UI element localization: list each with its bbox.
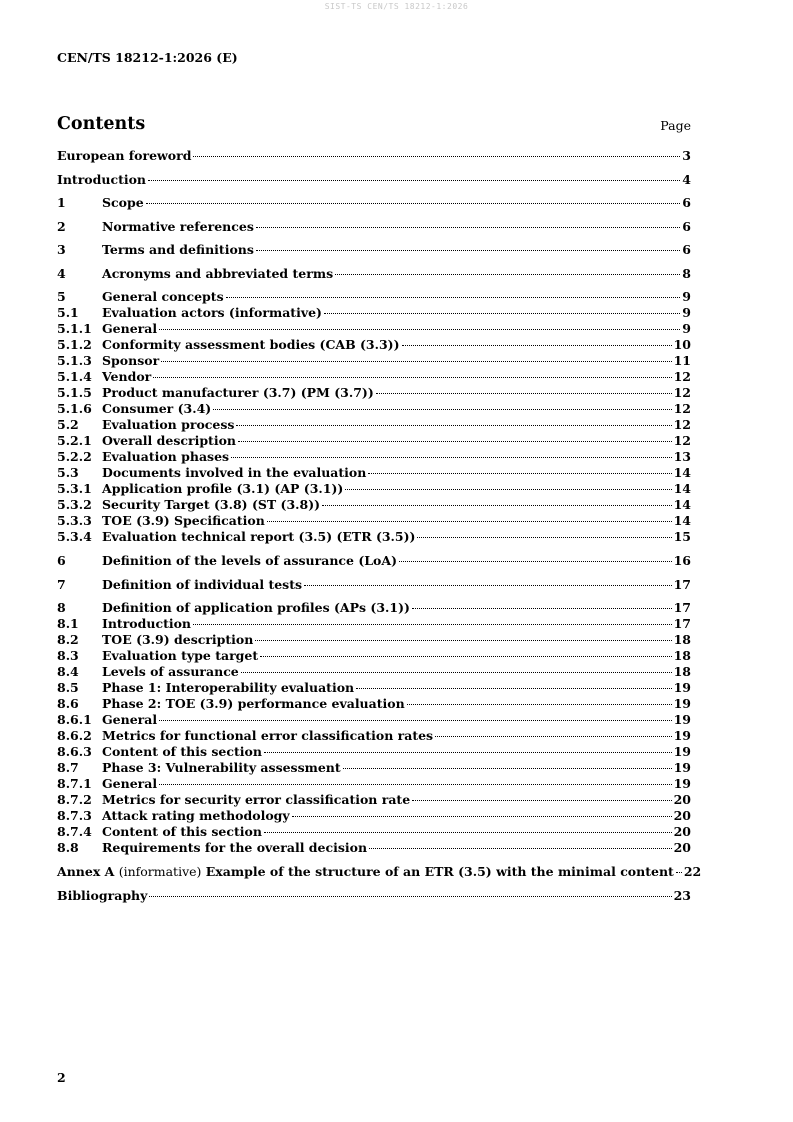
toc-entry[interactable] [57, 401, 691, 417]
toc-entry-title: European foreword [57, 148, 192, 163]
toc-entry-title: Vendor [102, 369, 152, 384]
toc-entry-page: 23 [673, 888, 691, 903]
toc-entry[interactable] [57, 219, 691, 235]
toc-dot-leader [407, 704, 672, 705]
toc-entry-page: 19 [673, 776, 691, 791]
toc-entry-page: 14 [673, 513, 691, 528]
toc-dot-leader [193, 156, 680, 157]
toc-entry-number: 5.1.1 [57, 321, 92, 336]
toc-entry-page: 14 [673, 465, 691, 480]
toc-entry[interactable] [57, 385, 691, 401]
toc-entry[interactable] [57, 760, 691, 776]
toc-entry-title: Product manufacturer (3.7) (PM (3.7)) [102, 385, 374, 400]
toc-entry-number: 8.8 [57, 840, 79, 855]
page-column-label: Page [660, 118, 691, 133]
toc-entry-number: 5.2 [57, 417, 79, 432]
toc-entry-title: Scope [102, 195, 144, 210]
document-identifier: CEN/TS 18212-1:2026 (E) [57, 50, 238, 65]
toc-entry-number: 5.3.1 [57, 481, 92, 496]
toc-entry[interactable] [57, 289, 691, 305]
toc-entry[interactable] [57, 553, 691, 569]
toc-entry[interactable] [57, 529, 691, 545]
toc-entry-page: 12 [673, 401, 691, 416]
toc-dot-leader [153, 377, 671, 378]
watermark: SIST-TS CEN/TS 18212-1:2026 [324, 2, 469, 11]
toc-entry-title: Introduction [57, 172, 147, 187]
toc-dot-leader [402, 345, 672, 346]
toc-entry[interactable] [57, 616, 691, 632]
toc-entry[interactable] [57, 664, 691, 680]
toc-entry-title: Acronyms and abbreviated terms [102, 266, 334, 281]
toc-entry-page: 20 [673, 840, 691, 855]
toc-entry-title: Documents involved in the evaluation [102, 465, 367, 480]
toc-entry-title: Normative references [102, 219, 254, 234]
toc-entry-title: Security Target (3.8) (ST (3.8)) [102, 497, 321, 512]
toc-dot-leader [146, 203, 681, 204]
toc-entry-number: 8.6.2 [57, 728, 92, 743]
toc-entry-page: 12 [673, 385, 691, 400]
toc-entry-number: 3 [57, 242, 66, 257]
toc-entry-title: Content of this section [102, 824, 262, 839]
toc-entry-number: 5.1.3 [57, 353, 92, 368]
toc-entry-page: 18 [673, 648, 691, 663]
toc-entry-page: 20 [673, 824, 691, 839]
toc-dot-leader [264, 832, 672, 833]
toc-entry[interactable] [57, 744, 691, 760]
toc-entry-page: 18 [673, 664, 691, 679]
toc-entry-title: Application profile (3.1) (AP (3.1)) [102, 481, 344, 496]
toc-entry-page: 16 [673, 553, 691, 568]
toc-entry-page: 17 [673, 600, 691, 615]
toc-entry-number: 8.2 [57, 632, 79, 647]
toc-entry-number: 8.6 [57, 696, 79, 711]
toc-entry-title: TOE (3.9) description [102, 632, 254, 647]
toc-entry-page: 12 [673, 369, 691, 384]
toc-entry[interactable] [57, 728, 691, 744]
toc-dot-leader [256, 250, 680, 251]
toc-entry-page: 19 [673, 680, 691, 695]
toc-entry-title: General [102, 712, 158, 727]
toc-dot-leader [241, 672, 672, 673]
toc-entry-number: 8.3 [57, 648, 79, 663]
toc-entry-number: 8.6.1 [57, 712, 92, 727]
toc-entry[interactable] [57, 680, 691, 696]
toc-entry-page: 14 [673, 497, 691, 512]
toc-entry[interactable] [57, 712, 691, 728]
toc-entry-number: 2 [57, 219, 66, 234]
toc-entry-page: 18 [673, 632, 691, 647]
toc-entry[interactable] [57, 465, 691, 481]
toc-entry[interactable] [57, 792, 691, 808]
toc-entry-page: 9 [682, 321, 691, 336]
toc-entry-page: 20 [673, 808, 691, 823]
toc-dot-leader [322, 505, 672, 506]
toc-entry[interactable] [57, 305, 691, 321]
toc-dot-leader [376, 393, 672, 394]
toc-entry-page: 12 [673, 417, 691, 432]
toc-entry-title: Phase 3: Vulnerability assessment [102, 760, 341, 775]
toc-dot-leader [324, 313, 680, 314]
toc-entry-number: 8 [57, 600, 66, 615]
toc-dot-leader [231, 457, 672, 458]
toc-entry[interactable] [57, 353, 691, 369]
toc-entry-annex-a[interactable] [57, 864, 702, 880]
toc-entry-title: Metrics for security error classification rate [102, 792, 411, 807]
toc-entry-title: Introduction [102, 616, 192, 631]
toc-entry-page: 6 [682, 242, 691, 257]
toc-entry-page: 22 [683, 864, 702, 879]
toc-entry-page: 4 [682, 172, 691, 187]
toc-entry[interactable] [57, 632, 691, 648]
toc-entry-number: 6 [57, 553, 66, 568]
toc-entry[interactable] [57, 840, 691, 856]
toc-entry-page: 17 [673, 577, 691, 592]
toc-dot-leader [213, 409, 671, 410]
contents-heading: Contents [57, 114, 146, 134]
toc-entry-page: 19 [673, 728, 691, 743]
toc-entry[interactable] [57, 481, 691, 497]
toc-dot-leader [267, 521, 672, 522]
toc-entry[interactable] [57, 776, 691, 792]
toc-entry-title: Requirements for the overall decision [102, 840, 368, 855]
toc-entry-page: 17 [673, 616, 691, 631]
toc-entry-page: 14 [673, 481, 691, 496]
toc-entry[interactable] [57, 266, 691, 282]
toc-entry-number: 5.2.2 [57, 449, 92, 464]
annex-title: Example of the structure of an ETR (3.5) with the minimal content [205, 864, 674, 879]
toc-entry-number: 4 [57, 266, 66, 281]
toc-entry-title: Terms and definitions [102, 242, 254, 257]
toc-entry-title: Evaluation process [102, 417, 235, 432]
toc-entry-number: 8.4 [57, 664, 79, 679]
toc-entry-title: Consumer (3.4) [102, 401, 212, 416]
toc-entry-page: 12 [673, 433, 691, 448]
toc-entry-page: 19 [673, 760, 691, 775]
toc-entry-number: 8.7.2 [57, 792, 92, 807]
toc-entry-page: 9 [682, 305, 691, 320]
toc-dot-leader [399, 561, 672, 562]
toc-dot-leader [676, 872, 682, 873]
toc-entry-title: Phase 1: Interoperability evaluation [102, 680, 355, 695]
toc-entry-title: Definition of the levels of assurance (LoA) [102, 553, 397, 568]
toc-dot-leader [256, 227, 680, 228]
toc-entry-title: General concepts [102, 289, 224, 304]
toc-entry-title: Sponsor [102, 353, 160, 368]
toc-entry[interactable] [57, 369, 691, 385]
toc-entry-number: 5.2.1 [57, 433, 92, 448]
toc-entry-page: 10 [673, 337, 691, 352]
toc-entry-title: Evaluation technical report (3.5) (ETR (3.5)) [102, 529, 416, 544]
toc-dot-leader [368, 473, 671, 474]
toc-entry-title: Definition of individual tests [102, 577, 303, 592]
toc-entry[interactable] [57, 497, 691, 513]
toc-dot-leader [226, 297, 681, 298]
toc-entry-title: Overall description [102, 433, 237, 448]
toc-entry-title: General [102, 776, 158, 791]
toc-dot-leader [292, 816, 672, 817]
toc-dot-leader [161, 361, 671, 362]
toc-entry[interactable] [57, 195, 691, 211]
toc-entry-page: 13 [673, 449, 691, 464]
toc-entry[interactable] [57, 321, 691, 337]
toc-entry-number: 5.1.6 [57, 401, 92, 416]
toc-dot-leader [412, 608, 672, 609]
toc-entry-number: 8.5 [57, 680, 79, 695]
toc-entry-page: 19 [673, 744, 691, 759]
toc-entry-page: 11 [673, 353, 691, 368]
annex-label: Annex A [57, 864, 115, 879]
toc-entry-page: 19 [673, 712, 691, 727]
toc-dot-leader [412, 800, 671, 801]
toc-entry-title: Evaluation actors (informative) [102, 305, 322, 320]
toc-entry-number: 5.3.4 [57, 529, 92, 544]
toc-dot-leader [264, 752, 672, 753]
toc-entry[interactable] [57, 433, 691, 449]
toc-entry-number: 5.3.3 [57, 513, 92, 528]
toc-entry[interactable] [57, 824, 691, 840]
toc-entry-title [57, 864, 674, 880]
toc-dot-leader [369, 848, 672, 849]
toc-entry-number: 5.1.5 [57, 385, 92, 400]
toc-entry-title: Metrics for functional error classification rates [102, 728, 434, 743]
toc-entry-number: 8.7.1 [57, 776, 92, 791]
toc-entry-number: 8.7.3 [57, 808, 92, 823]
toc-entry-page: 8 [682, 266, 691, 281]
toc-dot-leader [304, 585, 672, 586]
toc-dot-leader [435, 736, 672, 737]
toc-entry-number: 8.6.3 [57, 744, 92, 759]
toc-entry-title: TOE (3.9) Specification [102, 513, 265, 528]
toc-dot-leader [149, 896, 671, 897]
toc-dot-leader [260, 656, 671, 657]
toc-entry-title: Bibliography [57, 888, 148, 903]
toc-entry-number: 1 [57, 195, 66, 210]
toc-entry-number: 5.1.4 [57, 369, 92, 384]
toc-entry-title: Evaluation type target [102, 648, 259, 663]
toc-entry-title: General [102, 321, 158, 336]
toc-entry-title: Attack rating methodology [102, 808, 290, 823]
toc-dot-leader [159, 329, 680, 330]
toc-entry[interactable] [57, 449, 691, 465]
toc-entry-title: Evaluation phases [102, 449, 230, 464]
toc-entry-page: 6 [682, 219, 691, 234]
toc-entry-number: 5.3.2 [57, 497, 92, 512]
toc-entry-title: Conformity assessment bodies (CAB (3.3)) [102, 337, 400, 352]
toc-dot-leader [193, 624, 672, 625]
toc-entry-number: 5.1 [57, 305, 79, 320]
toc-entry-page: 9 [682, 289, 691, 304]
toc-dot-leader [236, 425, 671, 426]
toc-dot-leader [335, 274, 680, 275]
toc-entry-number: 8.7.4 [57, 824, 92, 839]
toc-entry-number: 8.7 [57, 760, 79, 775]
toc-dot-leader [356, 688, 671, 689]
toc-entry-page: 3 [682, 148, 691, 163]
toc-entry-page: 15 [673, 529, 691, 544]
toc-entry-title: Definition of application profiles (APs (3.1)) [102, 600, 410, 615]
toc-entry-number: 5 [57, 289, 66, 304]
toc-entry-number: 5.1.2 [57, 337, 92, 352]
toc-entry-number: 8.1 [57, 616, 79, 631]
page-number: 2 [57, 1070, 66, 1085]
toc-dot-leader [345, 489, 671, 490]
toc-entry[interactable] [57, 696, 691, 712]
toc-entry[interactable] [57, 337, 691, 353]
toc-entry[interactable] [57, 417, 691, 433]
toc-dot-leader [255, 640, 671, 641]
toc-dot-leader [238, 441, 672, 442]
toc-entry[interactable] [57, 577, 691, 593]
toc-entry-number: 5.3 [57, 465, 79, 480]
toc-entry[interactable] [57, 172, 691, 188]
toc-entry-title: Phase 2: TOE (3.9) performance evaluation [102, 696, 405, 711]
toc-entry[interactable] [57, 600, 691, 616]
toc-entry[interactable] [57, 648, 691, 664]
toc-entry-title: Levels of assurance [102, 664, 239, 679]
toc-entry-bibliography[interactable] [57, 888, 691, 904]
toc-dot-leader [148, 180, 680, 181]
toc-entry-page: 19 [673, 696, 691, 711]
toc-entry[interactable] [57, 148, 691, 164]
toc-entry-page: 20 [673, 792, 691, 807]
toc-entry-page: 6 [682, 195, 691, 210]
toc-dot-leader [159, 784, 671, 785]
toc-entry[interactable] [57, 808, 691, 824]
toc-dot-leader [343, 768, 672, 769]
toc-entry-number: 7 [57, 577, 66, 592]
annex-qualifier: (informative) [118, 864, 202, 879]
toc-entry-title: Content of this section [102, 744, 262, 759]
toc-entry[interactable] [57, 242, 691, 258]
toc-entry[interactable] [57, 513, 691, 529]
toc-dot-leader [417, 537, 671, 538]
toc-dot-leader [159, 720, 671, 721]
